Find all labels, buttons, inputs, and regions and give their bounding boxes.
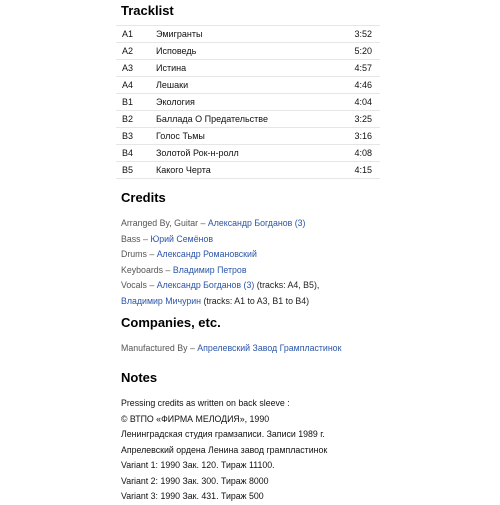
track-duration: 4:15 xyxy=(354,165,372,175)
track-row xyxy=(116,60,380,77)
companies-list xyxy=(121,341,451,357)
company-role: Manufactured By xyxy=(121,343,188,353)
track-duration: 5:20 xyxy=(354,46,372,56)
track-title: Исповедь xyxy=(156,46,197,56)
note-line: Variant 3: 1990 Зак. 431. Тираж 500 xyxy=(121,491,264,501)
track-duration: 3:16 xyxy=(354,131,372,141)
notes-body xyxy=(121,396,451,505)
track-position: B1 xyxy=(122,97,134,107)
notes-heading: Notes xyxy=(121,370,158,385)
credits-list xyxy=(121,216,421,309)
note-line: © ВТПО «ФИРМА МЕЛОДИЯ», 1990 xyxy=(121,413,270,424)
credit-artist-link[interactable]: Владимир Петров xyxy=(172,264,247,275)
credit-separator: – xyxy=(146,280,157,290)
credit-artist-link[interactable]: Александр Романовский xyxy=(156,249,257,259)
track-title: Истина xyxy=(156,63,187,73)
track-position: B5 xyxy=(122,165,134,175)
credit-artist-link[interactable]: Владимир Мичурин xyxy=(121,295,202,306)
track-duration: 3:25 xyxy=(354,114,372,124)
track-row xyxy=(116,145,380,162)
track-row xyxy=(116,77,380,94)
track-position: B4 xyxy=(122,148,134,158)
credit-vocals xyxy=(121,278,421,294)
track-duration: 4:46 xyxy=(354,80,372,90)
credit-tracks-note: (tracks: A1 to A3, B1 to B4) xyxy=(201,295,310,306)
credit-artist-link[interactable]: Александр Богданов (3) xyxy=(156,280,255,290)
credit-role: Vocals xyxy=(121,280,147,290)
companies-heading: Companies, etc. xyxy=(121,315,221,330)
credit-role: Bass xyxy=(121,233,141,244)
credit-tracks-note: (tracks: A4, B5), xyxy=(254,280,320,290)
track-position: B2 xyxy=(122,114,134,124)
credits-heading: Credits xyxy=(121,190,166,205)
track-title: Эмигранты xyxy=(156,29,203,39)
credit-separator: – xyxy=(198,218,208,228)
track-position: A2 xyxy=(122,46,134,56)
company-manufactured-by xyxy=(121,341,451,357)
credit-separator: – xyxy=(163,264,173,275)
credit-role: Drums xyxy=(121,249,147,259)
note-line: Ленинградская студия грамзаписи. Записи 1989 г. xyxy=(121,429,325,439)
track-duration: 3:52 xyxy=(354,29,372,39)
credit-role: Arranged By, Guitar xyxy=(121,218,199,228)
track-row xyxy=(116,111,380,128)
note-line: Variant 1: 1990 Зак. 120. Тираж 11100. xyxy=(121,460,275,470)
track-duration: 4:08 xyxy=(354,148,372,158)
credit-keyboards xyxy=(121,263,421,279)
track-position: A1 xyxy=(122,29,134,39)
tracklist-heading: Tracklist xyxy=(121,3,174,18)
track-row xyxy=(116,25,380,43)
track-title: Золотой Рок-н-ролл xyxy=(156,148,239,158)
track-title: Экология xyxy=(156,97,195,107)
credit-role: Keyboards xyxy=(121,264,164,275)
track-position: B3 xyxy=(122,131,134,141)
track-position: A4 xyxy=(122,80,134,90)
track-position: A3 xyxy=(122,63,134,73)
track-row xyxy=(116,94,380,111)
note-line: Variant 2: 1990 Зак. 300. Тираж 8000 xyxy=(121,475,269,486)
company-link[interactable]: Апрелевский Завод Грампластинок xyxy=(197,343,342,353)
track-title: Баллада О Предательстве xyxy=(156,114,268,124)
track-row xyxy=(116,43,380,60)
tracklist-table xyxy=(116,25,380,179)
track-row xyxy=(116,162,380,179)
track-duration: 4:04 xyxy=(354,97,372,107)
credit-artist-link[interactable]: Александр Богданов (3) xyxy=(207,218,306,228)
credit-vocals-continued xyxy=(121,294,421,310)
track-title: Какого Черта xyxy=(156,165,211,175)
credit-artist-link[interactable]: Юрий Семёнов xyxy=(150,233,214,244)
track-title: Голос Тьмы xyxy=(156,131,205,141)
company-separator: – xyxy=(187,343,198,353)
track-duration: 4:57 xyxy=(354,63,372,73)
credit-separator: – xyxy=(146,249,157,259)
credit-bass xyxy=(121,232,421,248)
credit-separator: – xyxy=(140,233,151,244)
credit-arranged-by xyxy=(121,216,421,232)
track-row xyxy=(116,128,380,145)
note-line: Апрелевский ордена Ленина завод грампластинок xyxy=(121,444,328,455)
track-title: Лешаки xyxy=(156,80,189,90)
credit-drums xyxy=(121,247,421,263)
note-line: Pressing credits as written on back sleeve : xyxy=(121,398,290,408)
